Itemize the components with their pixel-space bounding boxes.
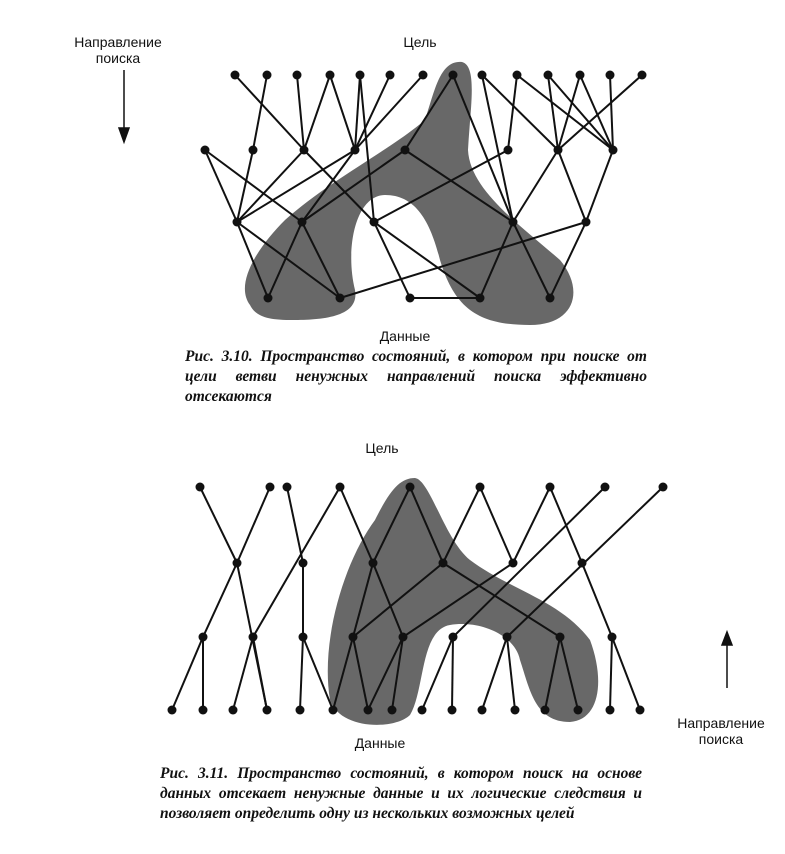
- fig1-node: [233, 218, 242, 227]
- fig1-node: [582, 218, 591, 227]
- fig2-node: [196, 483, 205, 492]
- fig1-node: [638, 71, 647, 80]
- fig2-edge: [253, 487, 340, 637]
- fig2-node: [329, 706, 338, 715]
- fig2-node: [606, 706, 615, 715]
- fig2-node: [574, 706, 583, 715]
- fig2-edge: [513, 487, 550, 563]
- fig2-edge: [233, 637, 253, 710]
- fig2-node: [283, 483, 292, 492]
- fig1-node: [576, 71, 585, 80]
- fig1-edge: [253, 75, 267, 150]
- fig1-node: [606, 71, 615, 80]
- fig2-node: [349, 633, 358, 642]
- fig2-edge: [253, 637, 267, 710]
- fig1-node: [300, 146, 309, 155]
- fig2-node: [478, 706, 487, 715]
- fig1-node: [504, 146, 513, 155]
- fig2-search-direction-label: Направление поиска: [677, 715, 765, 747]
- fig1-goal-label: Цель: [403, 34, 437, 50]
- fig2-node: [546, 483, 555, 492]
- fig1-shaded-region: [245, 62, 573, 325]
- fig2-node: [266, 483, 275, 492]
- fig2-node: [399, 633, 408, 642]
- fig1-node: [478, 71, 487, 80]
- fig1-edge: [580, 75, 613, 150]
- fig2-node: [199, 706, 208, 715]
- fig2-edge: [582, 563, 612, 637]
- fig2-node: [608, 633, 617, 642]
- fig2-node: [229, 706, 238, 715]
- fig2-node: [601, 483, 610, 492]
- fig2-shaded-region: [328, 478, 598, 725]
- fig1-node: [326, 71, 335, 80]
- fig2-edge: [203, 563, 237, 637]
- fig1-node: [449, 71, 458, 80]
- fig1-node: [546, 294, 555, 303]
- fig2-edge: [237, 487, 270, 563]
- fig2-edge: [480, 487, 513, 563]
- fig2-edge: [172, 637, 203, 710]
- fig2-node: [503, 633, 512, 642]
- fig2-node: [296, 706, 305, 715]
- fig2-node: [449, 633, 458, 642]
- fig2-node: [636, 706, 645, 715]
- fig2-node: [369, 559, 378, 568]
- fig2-edge: [300, 637, 303, 710]
- fig2-edge: [452, 637, 453, 710]
- fig1-node: [293, 71, 302, 80]
- fig1-edge: [508, 75, 517, 150]
- fig2-edge: [610, 637, 612, 710]
- fig1-node: [336, 294, 345, 303]
- fig2-node: [418, 706, 427, 715]
- fig1-node: [351, 146, 360, 155]
- fig1-node: [263, 71, 272, 80]
- fig1-edge: [237, 150, 304, 222]
- fig2-node: [249, 633, 258, 642]
- fig1-node: [201, 146, 210, 155]
- fig1-node: [231, 71, 240, 80]
- fig2-node: [336, 483, 345, 492]
- fig1-node: [419, 71, 428, 80]
- fig2-node: [233, 559, 242, 568]
- fig1-edge: [548, 75, 613, 150]
- fig2-node: [406, 483, 415, 492]
- fig2-node: [388, 706, 397, 715]
- fig1-edge: [330, 75, 355, 150]
- fig2-node: [364, 706, 373, 715]
- fig1-edge: [297, 75, 304, 150]
- fig2-node: [299, 633, 308, 642]
- fig1-edge: [558, 75, 580, 150]
- fig2-node: [578, 559, 587, 568]
- fig2-node: [659, 483, 668, 492]
- fig2-data-label: Данные: [354, 735, 406, 751]
- fig2-edge: [612, 637, 640, 710]
- fig1-node: [298, 218, 307, 227]
- fig1-node: [249, 146, 258, 155]
- fig1-edge: [235, 75, 304, 150]
- fig2-caption: Рис. 3.11. Пространство состояний, в котором поиск на основе данных отсекает ненужные данные и их логические следствия и позволяет определить одну из нескольких возможных целей: [160, 765, 642, 822]
- fig1-node: [370, 218, 379, 227]
- fig1-node: [401, 146, 410, 155]
- fig1-node: [356, 71, 365, 80]
- fig1-edge: [237, 150, 253, 222]
- fig1-node: [476, 294, 485, 303]
- fig1-edge: [482, 75, 558, 150]
- fig2-goal-label: Цель: [365, 440, 399, 456]
- fig1-node: [513, 71, 522, 80]
- fig2-node: [476, 483, 485, 492]
- fig2-node: [509, 559, 518, 568]
- fig2-node: [556, 633, 565, 642]
- fig1-search-direction-label: Направление поиска: [74, 34, 162, 66]
- fig2-edge: [507, 637, 515, 710]
- fig2-node: [299, 559, 308, 568]
- fig1-node: [609, 146, 618, 155]
- fig1-edge: [558, 150, 586, 222]
- fig1-edge: [513, 150, 558, 222]
- fig1-direction-arrow: [119, 70, 129, 142]
- fig1-edge: [586, 150, 613, 222]
- fig1-node: [554, 146, 563, 155]
- fig2-node: [511, 706, 520, 715]
- fig2-edge: [287, 487, 303, 563]
- fig2-direction-arrow: [722, 632, 732, 688]
- fig1-data-label: Данные: [379, 328, 431, 344]
- fig1-node: [386, 71, 395, 80]
- fig2-node: [448, 706, 457, 715]
- fig2-node: [541, 706, 550, 715]
- fig2-node: [168, 706, 177, 715]
- fig1-node: [544, 71, 553, 80]
- fig1-edge: [610, 75, 613, 150]
- fig2-edge: [200, 487, 237, 563]
- fig2-node: [199, 633, 208, 642]
- fig1-edge: [304, 75, 330, 150]
- fig2-node: [263, 706, 272, 715]
- fig1-node: [406, 294, 415, 303]
- fig2-node: [439, 559, 448, 568]
- fig1-node: [509, 218, 518, 227]
- fig1-caption: Рис. 3.10. Пространство состояний, в котором при поиске от цели ветви ненужных направлений поиска эффективно отсекаются: [185, 348, 647, 405]
- fig2-edge: [482, 637, 507, 710]
- fig1-node: [264, 294, 273, 303]
